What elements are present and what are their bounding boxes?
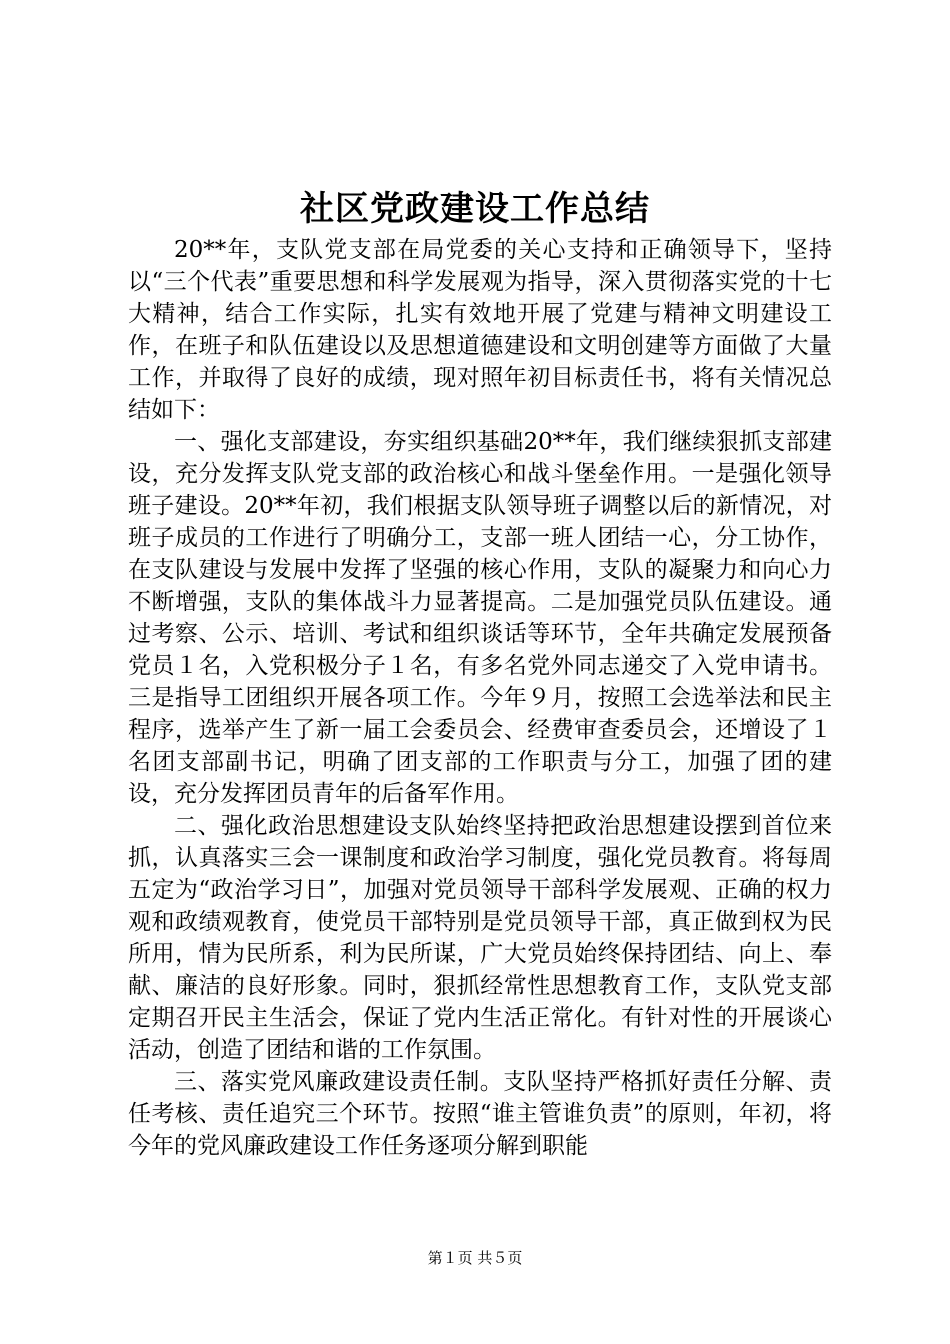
- paragraph-intro: 20**年，支队党支部在局党委的关心支持和正确领导下，坚持以“三个代表”重要思想和科学发展观为指导，深入贯彻落实党的十七大精神，结合工作实际，扎实有效地开展了党建与精神文明建设工作，在班子和队伍建设以及思想道德建设和文明创建等方面做了大量工作，并取得了良好的成绩，现对照年初目标责任书，将有关情况总结如下：: [128, 237, 832, 423]
- paragraph-section-1: 一、强化支部建设，夯实组织基础20**年，我们继续狠抓支部建设，充分发挥支队党支部的政治核心和战斗堡垒作用。一是强化领导班子建设。20**年初，我们根据支队领导班子调整以后的新情况，对班子成员的工作进行了明确分工，支部一班人团结一心，分工协作，在支队建设与发展中发挥了坚强的核心作用，支队的凝聚力和向心力不断增强，支队的集体战斗力显著提高。二是加强党员队伍建设。通过考察、公示、培训、考试和组织谈话等环节，全年共确定发展预备党员１名，入党积极分子１名，有多名党外同志递交了入党申请书。三是指导工团组织开展各项工作。今年９月，按照工会选举法和民主程序，选举产生了新一届工会委员会、经费审查委员会，还增设了１名团支部副书记，明确了团支部的工作职责与分工，加强了团的建设，充分发挥团员青年的后备军作用。: [128, 429, 832, 807]
- paragraph-section-3: 三、落实党风廉政建设责任制。支队坚持严格抓好责任分解、责任考核、责任追究三个环节。按照“谁主管谁负责”的原则，年初，将今年的党风廉政建设工作任务逐项分解到职能: [128, 1069, 832, 1159]
- document-body: [128, 234, 832, 1162]
- paragraph-section-2: 二、强化政治思想建设支队始终坚持把政治思想建设摆到首位来抓，认真落实三会一课制度和政治学习制度，强化党员教育。将每周五定为“政治学习日”，加强对党员领导干部科学发展观、正确的权力观和政绩观教育，使党员干部特别是党员领导干部，真正做到权为民所用，情为民所系，利为民所谋，广大党员始终保持团结、向上、奉献、廉洁的良好形象。同时，狠抓经常性思想教育工作，支队党支部定期召开民主生活会，保证了党内生活正常化。有针对性的开展谈心活动，创造了团结和谐的工作氛围。: [128, 813, 832, 1063]
- page-footer: 第１页 共５页: [427, 1249, 523, 1267]
- document-title: 社区党政建设工作总结: [300, 189, 650, 229]
